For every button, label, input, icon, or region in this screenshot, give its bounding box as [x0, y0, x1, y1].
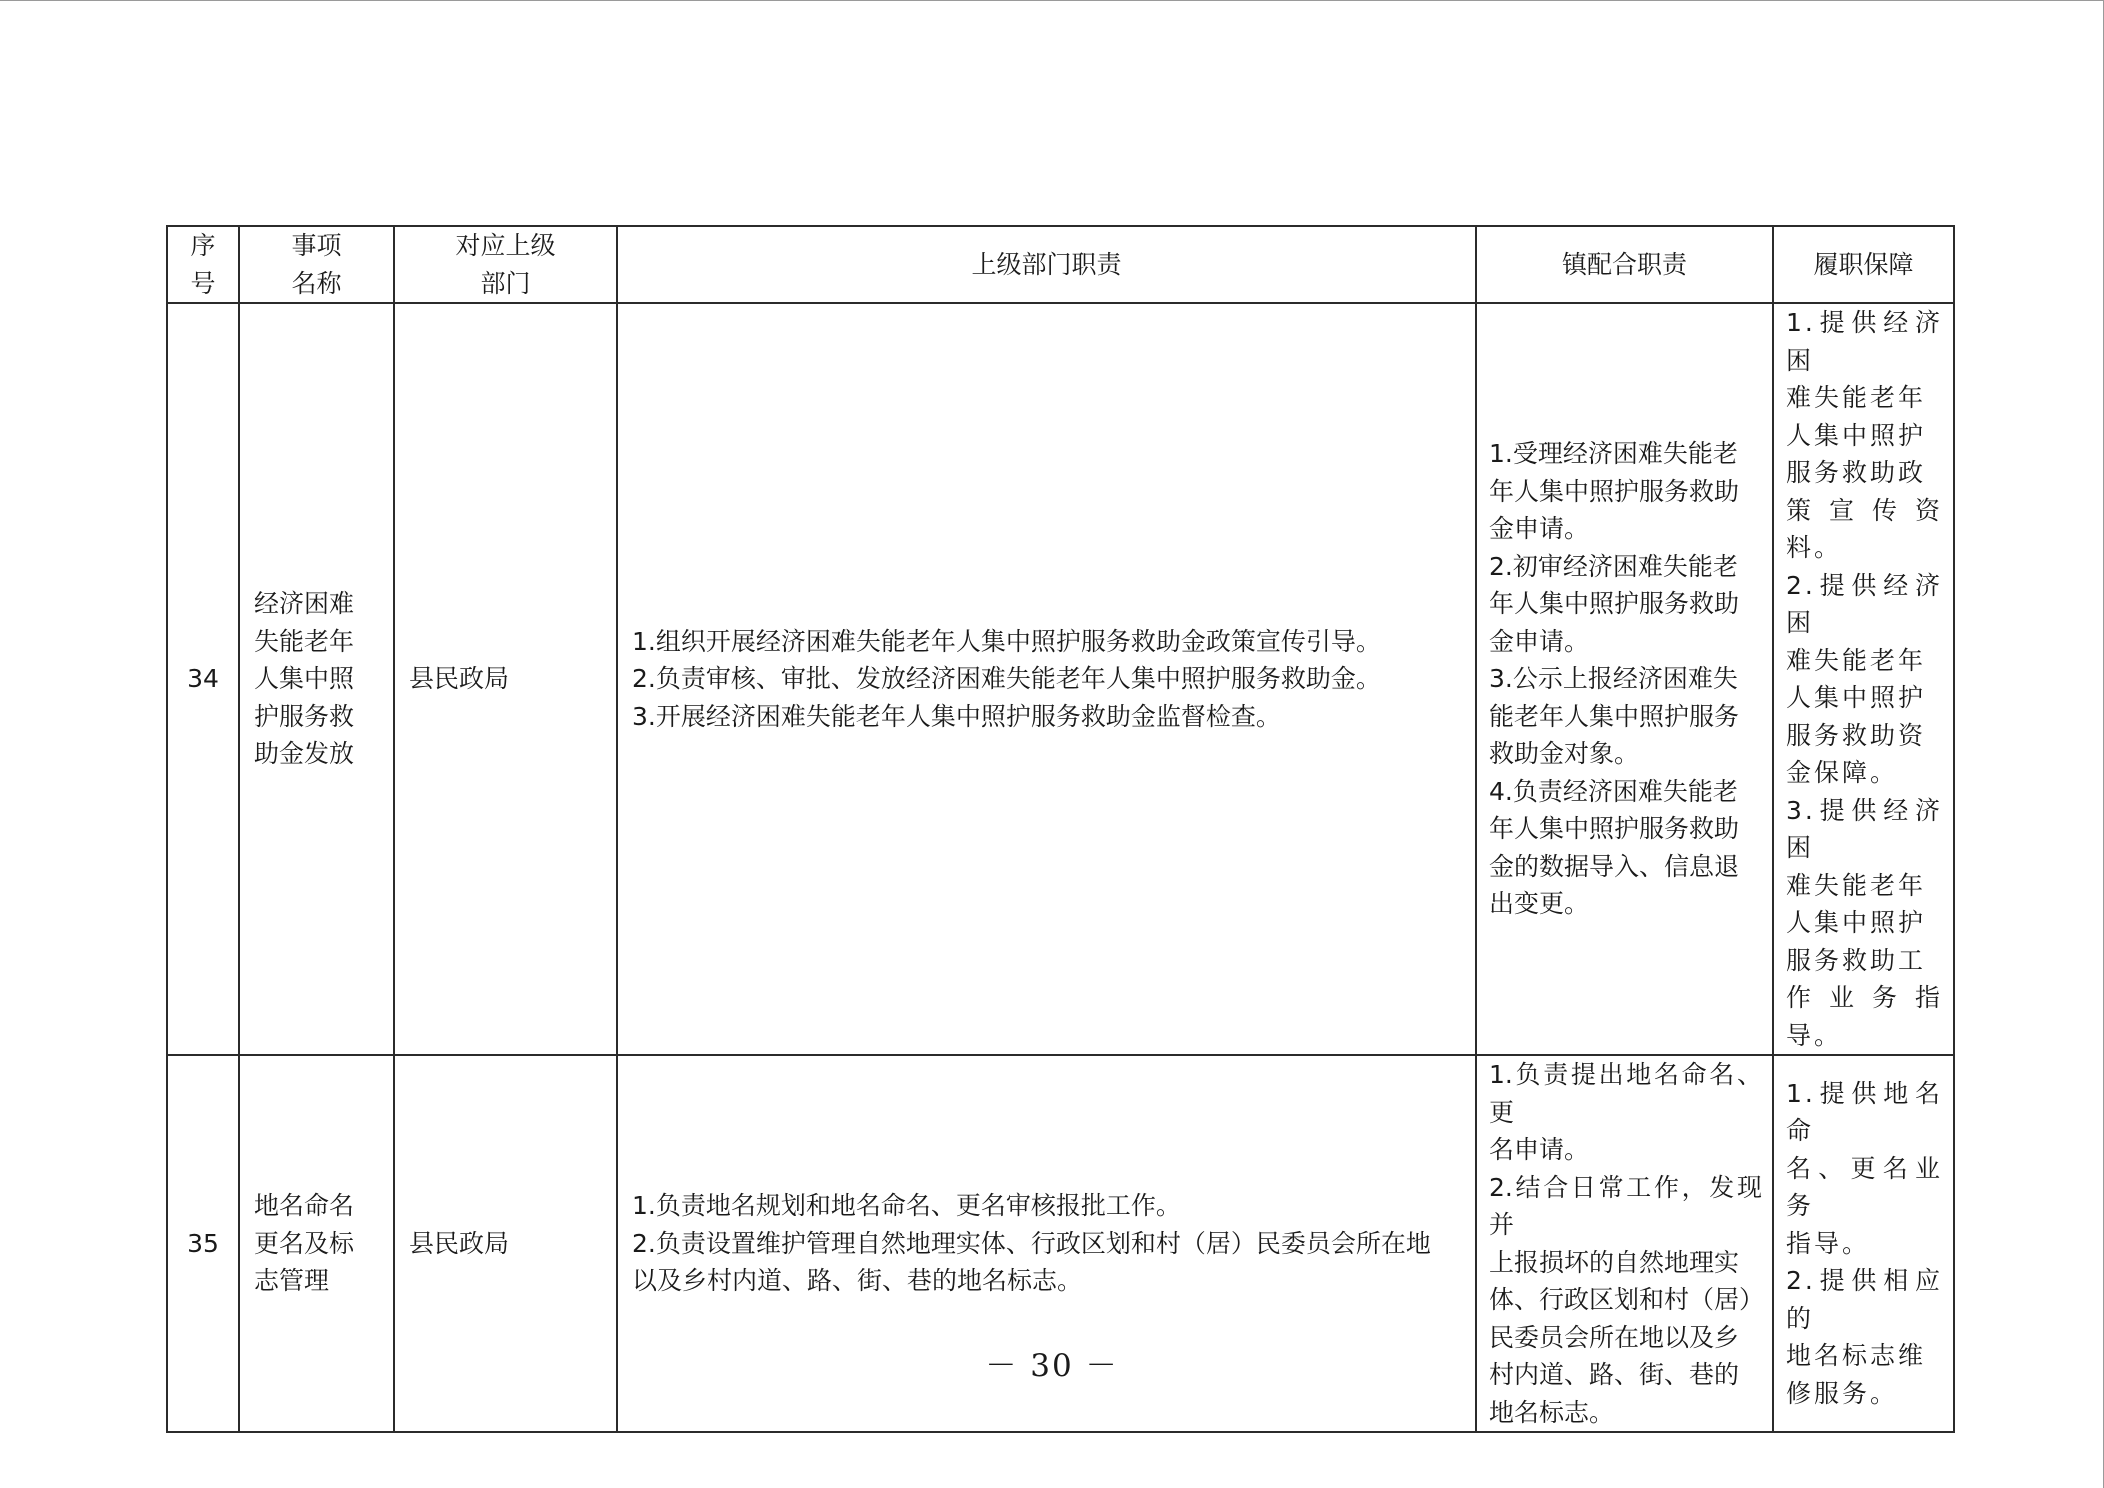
row-upper-dept: 县民政局 — [394, 303, 617, 1055]
header-seq — [167, 226, 239, 303]
guarantee-line: 策宣传资料。 — [1786, 495, 1943, 562]
town-duty-line: 上报损坏的自然地理实 — [1489, 1247, 1740, 1277]
item-name-line: 经济困难 — [254, 589, 355, 619]
header-upper-dept-line: 对应上级 — [455, 231, 556, 260]
town-duty-line: 年人集中照护服务救助 — [1489, 814, 1740, 844]
town-duty-line: 1.负责提出地名命名、更 — [1489, 1060, 1762, 1127]
town-duty-line: 能老年人集中照护服务 — [1489, 701, 1740, 731]
town-duty-line: 村内道、路、街、巷的 — [1489, 1360, 1740, 1389]
guarantee-line: 难失能老年 — [1786, 645, 1927, 675]
header-guarantee: 履职保障 — [1773, 226, 1954, 303]
town-duty-line: 年人集中照护服务救助 — [1489, 476, 1740, 506]
row-guarantee — [1773, 303, 1954, 1055]
town-duty-line: 体、行政区划和村（居） — [1489, 1285, 1765, 1314]
page-top-edge — [0, 0, 2104, 1]
item-name-line: 地名命名 — [254, 1191, 355, 1221]
guarantee-line: 名、更名业务 — [1786, 1153, 1943, 1221]
header-upper-dept-line: 部门 — [480, 268, 531, 298]
guarantee-line: 地名标志维 — [1786, 1341, 1927, 1371]
item-name-line: 助金发放 — [254, 739, 355, 769]
town-duty-line: 名申请。 — [1489, 1135, 1590, 1164]
item-name-line: 护服务救 — [254, 701, 355, 731]
guarantee-line: 服务救助资 — [1786, 720, 1927, 750]
duty-table — [166, 225, 1955, 1433]
guarantee-line: 服务救助工 — [1786, 945, 1927, 975]
row-upper-dept: 县民政局 — [394, 1055, 617, 1432]
row-item-name — [239, 303, 394, 1055]
guarantee-line: 人集中照护 — [1786, 908, 1927, 937]
header-upper-duty: 上级部门职责 — [617, 226, 1476, 303]
row-seq: 35 — [167, 1055, 239, 1432]
upper-duty-line: 3.开展经济困难失能老年人集中照护服务救助金监督检查。 — [632, 701, 1281, 731]
guarantee-line: 作业务指导。 — [1786, 983, 1943, 1050]
header-item-name-line: 名称 — [291, 268, 342, 298]
guarantee-line: 2.提供相应的 — [1786, 1266, 1943, 1333]
upper-duty-line: 2.负责审核、审批、发放经济困难失能老年人集中照护服务救助金。 — [632, 664, 1381, 694]
row-seq: 34 — [167, 303, 239, 1055]
guarantee-line: 3.提供经济困 — [1786, 795, 1943, 862]
guarantee-line: 人集中照护 — [1786, 420, 1927, 450]
town-duty-line: 2.初审经济困难失能老 — [1489, 551, 1738, 581]
guarantee-line: 1.提供地名命 — [1786, 1078, 1943, 1146]
header-upper-dept — [394, 226, 617, 303]
upper-duty-line: 以及乡村内道、路、街、巷的地名标志。 — [632, 1266, 1083, 1296]
town-duty-line: 1.受理经济困难失能老 — [1489, 439, 1738, 469]
header-row — [167, 226, 1954, 303]
guarantee-line: 人集中照护 — [1786, 683, 1927, 712]
guarantee-line: 服务救助政 — [1786, 458, 1927, 487]
guarantee-line: 修服务。 — [1786, 1378, 1899, 1408]
guarantee-line: 指导。 — [1786, 1228, 1871, 1258]
item-name-line: 失能老年 — [254, 626, 355, 656]
town-duty-line: 金申请。 — [1489, 626, 1590, 656]
town-duty-line: 2.结合日常工作，发现并 — [1489, 1172, 1762, 1239]
row-upper-duty — [617, 303, 1476, 1055]
guarantee-line: 难失能老年 — [1786, 383, 1927, 412]
header-item-name — [239, 226, 394, 303]
upper-duty-line: 1.负责地名规划和地名命名、更名审核报批工作。 — [632, 1191, 1181, 1221]
table-header — [167, 226, 1954, 303]
header-town-duty: 镇配合职责 — [1476, 226, 1773, 303]
guarantee-line: 难失能老年 — [1786, 870, 1927, 900]
item-name-line: 更名及标 — [254, 1228, 355, 1258]
town-duty-line: 救助金对象。 — [1489, 739, 1640, 769]
row-town-duty — [1476, 303, 1773, 1055]
guarantee-line: 1.提供经济困 — [1786, 308, 1943, 375]
upper-duty-line: 1.组织开展经济困难失能老年人集中照护服务救助金政策宣传引导。 — [632, 626, 1381, 656]
town-duty-line: 4.负责经济困难失能老 — [1489, 776, 1738, 806]
town-duty-line: 地名标志。 — [1489, 1397, 1615, 1427]
guarantee-line: 金保障。 — [1786, 758, 1899, 787]
town-duty-line: 金的数据导入、信息退 — [1489, 851, 1740, 881]
town-duty-line: 金申请。 — [1489, 514, 1590, 544]
header-item-name-line: 事项 — [291, 231, 342, 260]
upper-duty-line: 2.负责设置维护管理自然地理实体、行政区划和村（居）民委员会所在地 — [632, 1228, 1431, 1258]
item-name-line: 人集中照 — [254, 664, 355, 694]
table-row — [167, 303, 1954, 1055]
page-number: － 30 － — [985, 1348, 1119, 1384]
item-name-line: 志管理 — [254, 1266, 330, 1296]
town-duty-line: 年人集中照护服务救助 — [1489, 589, 1740, 619]
town-duty-line: 3.公示上报经济困难失 — [1489, 664, 1738, 694]
header-seq-line: 序 — [190, 231, 216, 260]
town-duty-line: 民委员会所在地以及乡 — [1489, 1322, 1740, 1352]
header-seq-line: 号 — [190, 268, 216, 298]
table-body — [167, 303, 1954, 1432]
town-duty-line: 出变更。 — [1489, 889, 1590, 919]
guarantee-line: 2.提供经济困 — [1786, 570, 1943, 637]
